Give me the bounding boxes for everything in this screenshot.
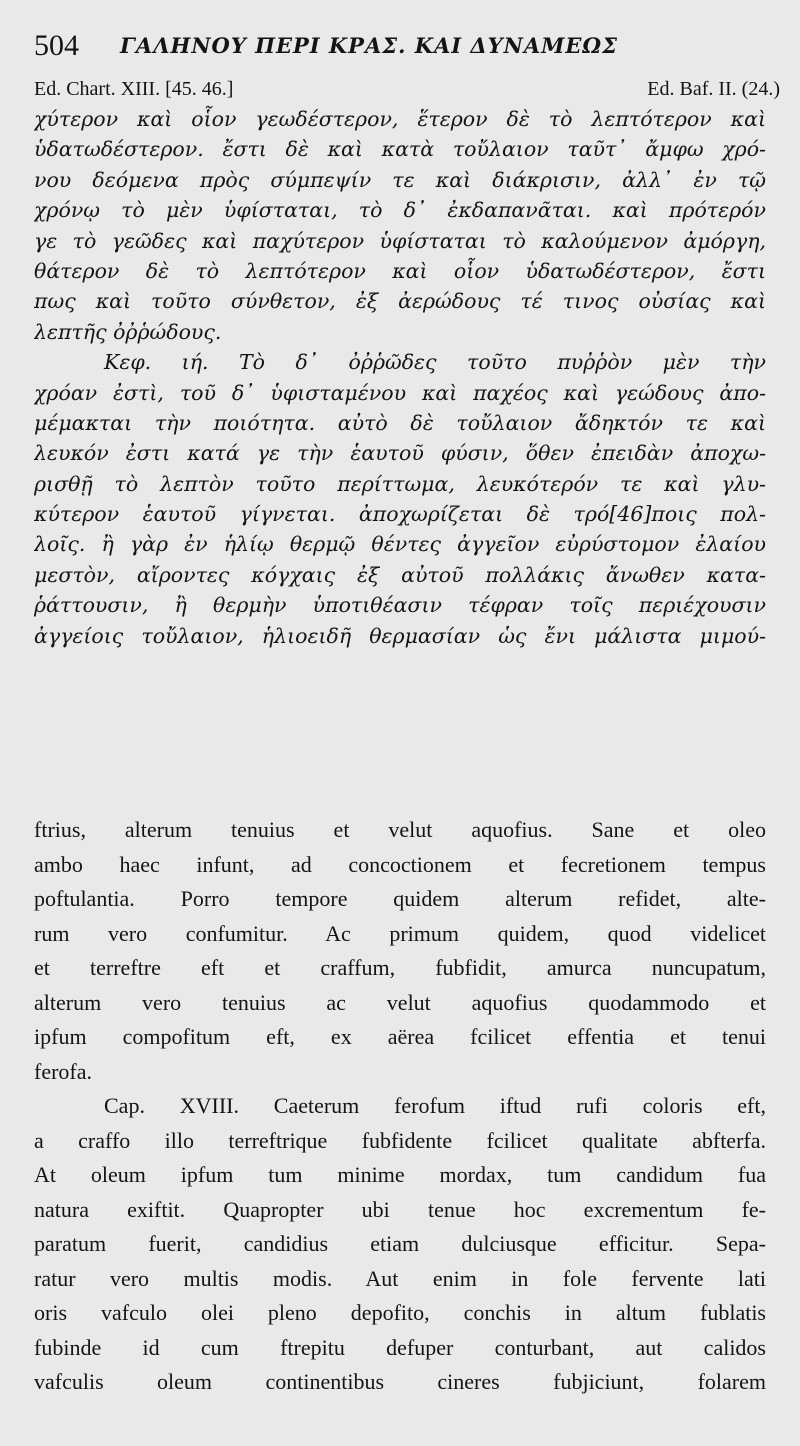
greek-line: κύτερον ἑαυτοῦ γίγνεται. ἀποχωρίζεται δὲ τρό[46]ποις πολ-: [34, 502, 766, 527]
latin-line: At oleum ipfum tum minime mordax, tum candidum fua: [34, 1162, 766, 1187]
greek-line: λεπτῆς ὀῤῥώδους.: [34, 319, 222, 344]
latin-line: et terreftre eft et craffum, fubfidit, amurca nuncupatum,: [34, 955, 766, 980]
greek-line: χρόνῳ τὸ μὲν ὑφίσταται, τὸ δ᾽ ἐκδαπανᾶται. καὶ πρότερόν: [34, 198, 766, 223]
edition-chartier-reference: Ed. Chart. XIII. [45. 46.]: [34, 78, 234, 100]
latin-line: ratur vero multis modis. Aut enim in fole fervente lati: [34, 1265, 766, 1291]
greek-line: ῥάττουσιν, ἢ θερμὴν ὑποτιθέασιν τέφραν τοῖς περιέχουσιν: [34, 593, 766, 618]
latin-line: ferofa.: [34, 1058, 93, 1084]
latin-line: oris vafculo olei pleno depofito, conchis in altum fublatis: [34, 1300, 766, 1325]
greek-line: νου δεόμενα πρὸς σύμπεψίν τε καὶ διάκρισιν, ἀλλ᾽ ἐν τῷ: [34, 167, 766, 192]
latin-line: a craffo illo terreftrique fubfidente fcilicet qualitate abfterfa.: [34, 1127, 766, 1153]
latin-line: paratum fuerit, candidius etiam dulciusque efficitur. Sepa-: [34, 1231, 766, 1256]
greek-line: χύτερον καὶ οἷον γεωδέστερον, ἕτερον δὲ τὸ λεπτότερον καὶ: [34, 107, 766, 131]
edition-basel-reference: Ed. Baf. II. (24.): [647, 78, 780, 100]
latin-line: ambo haec infunt, ad concoctionem et fecretionem tempus: [34, 851, 766, 877]
greek-line: ἀγγείοις τοὔλαιον, ἡλιοειδῆ θερμασίαν ὡς ἔνι μάλιστα μιμού-: [34, 623, 766, 648]
latin-text-block: [34, 813, 766, 1400]
latin-line: vafculis oleum continentibus cineres fubjiciunt, folarem: [34, 1369, 766, 1394]
latin-line: poftulantia. Porro tempore quidem alterum refidet, alte-: [34, 886, 766, 911]
greek-line: μέμακται τὴν ποιότητα. αὐτὸ δὲ τοὔλαιον ἄδηκτόν τε καὶ: [34, 410, 766, 435]
latin-line: ftrius, alterum tenuius et velut aquofius. Sane et oleo: [34, 817, 766, 842]
greek-line: πως καὶ τοῦτο σύνθετον, ἐξ ἀερώδους τέ τινος οὐσίας καὶ: [34, 289, 766, 314]
latin-line: natura exiftit. Quapropter ubi tenue hoc excrementum fe-: [34, 1196, 766, 1222]
latin-chapter-heading-line: Cap. XVIII. Caeterum ferofum iftud rufi coloris eft,: [104, 1093, 766, 1118]
latin-line: ipfum compofitum eft, ex aërea fcilicet effentia et tenui: [34, 1024, 766, 1049]
running-title: ΓΑΛΗΝΟΥ ΠΕΡΙ ΚΡΑΣ. ΚΑΙ ΔΥΝΑΜΕΩΣ: [120, 33, 618, 58]
greek-line: ρισθῇ τὸ λεπτὸν τοῦτο περίττωμα, λευκότερόν τε καὶ γλυ-: [34, 471, 766, 496]
greek-line: χρόαν ἐστὶ, τοῦ δ᾽ ὑφισταμένου καὶ παχέος καὶ γεώδους ἀπο-: [34, 380, 766, 405]
greek-text-block: [34, 104, 766, 651]
greek-line: λοῖς. ἢ γὰρ ἐν ἡλίῳ θερμῷ θέντες ἀγγεῖον εὐρύστομον ἐλαίου: [34, 532, 766, 557]
greek-line: γε τὸ γεῶδες καὶ παχύτερον ὑφίσταται τὸ καλούμενον ἀμόργη,: [34, 228, 766, 253]
latin-line: alterum vero tenuius ac velut aquofius quodammodo et: [34, 989, 766, 1015]
edition-reference-line: [34, 76, 780, 102]
page-number: 504: [34, 29, 79, 62]
page-header: [34, 28, 774, 64]
greek-line: ὑδατωδέστερον. ἔστι δὲ καὶ κατὰ τοὔλαιον ταῦτ᾽ ἄμφω χρό-: [34, 137, 766, 162]
greek-line: θάτερον δὲ τὸ λεπτότερον καὶ οἷον ὑδατωδέστερον, ἔστι: [34, 258, 766, 283]
greek-line: λευκόν ἐστι κατά γε τὴν ἑαυτοῦ φύσιν, ὅθεν ἐπειδὰν ἀποχω-: [34, 441, 766, 466]
latin-line: rum vero confumitur. Ac primum quidem, quod videlicet: [34, 920, 766, 946]
greek-chapter-heading-line: Κεφ. ιή. Τὸ δ᾽ ὀῤῥῶδες τοῦτο πυῤῥὸν μὲν τὴν: [104, 350, 766, 375]
greek-line: μεστὸν, αἴροντες κόγχαις ἐξ αὐτοῦ πολλάκις ἄνωθεν κατα-: [34, 562, 766, 587]
latin-line: fubinde id cum ftrepitu defuper conturbant, aut calidos: [34, 1334, 766, 1360]
